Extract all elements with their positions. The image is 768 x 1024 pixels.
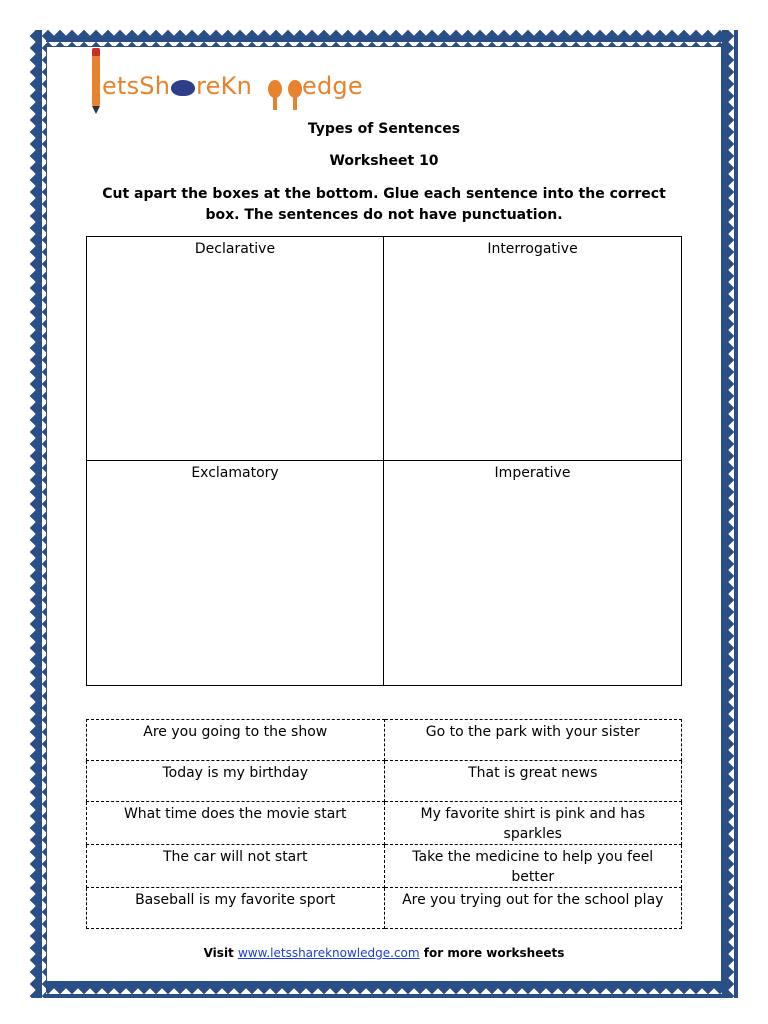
spoon-icon [268, 52, 282, 110]
sentence-cell: That is great news [384, 761, 682, 802]
footer-suffix: for more worksheets [423, 946, 565, 960]
site-logo [92, 48, 363, 118]
sentence-cell: Baseball is my favorite sport [87, 888, 385, 929]
footer [0, 946, 768, 960]
category-box-interrogative: Interrogative [384, 237, 681, 461]
website-link[interactable]: www.letsshareknowledge.com [237, 946, 420, 960]
table-row [87, 888, 682, 929]
sentence-cell: Go to the park with your sister [384, 720, 682, 761]
cut-out-sentences-table [86, 719, 682, 929]
footer-prefix: Visit [203, 946, 234, 960]
logo-text: etsSh reKn edge [102, 72, 363, 100]
worksheet-number: Worksheet 10 [329, 153, 439, 169]
category-box-exclamatory: Exclamatory [87, 461, 384, 685]
table-row [87, 845, 682, 888]
border-left [30, 30, 46, 998]
sentence-cell: Are you going to the show [87, 720, 385, 761]
sentence-cell: Are you trying out for the school play [384, 888, 682, 929]
category-box-declarative: Declarative [87, 237, 384, 461]
border-top [30, 30, 738, 46]
spoon-icon [288, 52, 302, 110]
border-right [722, 30, 738, 998]
sentence-cell: Today is my birthday [87, 761, 385, 802]
category-box-imperative: Imperative [494, 465, 571, 481]
page-title: Types of Sentences [307, 121, 461, 137]
sentence-cell: Take the medicine to help you feel better [384, 845, 682, 888]
sorting-grid [86, 236, 682, 686]
sentence-cell: What time does the movie start [87, 802, 385, 845]
sentence-cell: The car will not start [87, 845, 385, 888]
table-row [87, 802, 682, 845]
border-bottom [30, 982, 738, 998]
table-row [87, 761, 682, 802]
instructions: Cut apart the boxes at the bottom. Glue each sentence into the correct box. The sentences do not have punctuation. [102, 186, 666, 223]
sentence-cell: My favorite shirt is pink and has sparkles [384, 802, 682, 845]
table-row [87, 720, 682, 761]
brain-icon [171, 80, 195, 96]
